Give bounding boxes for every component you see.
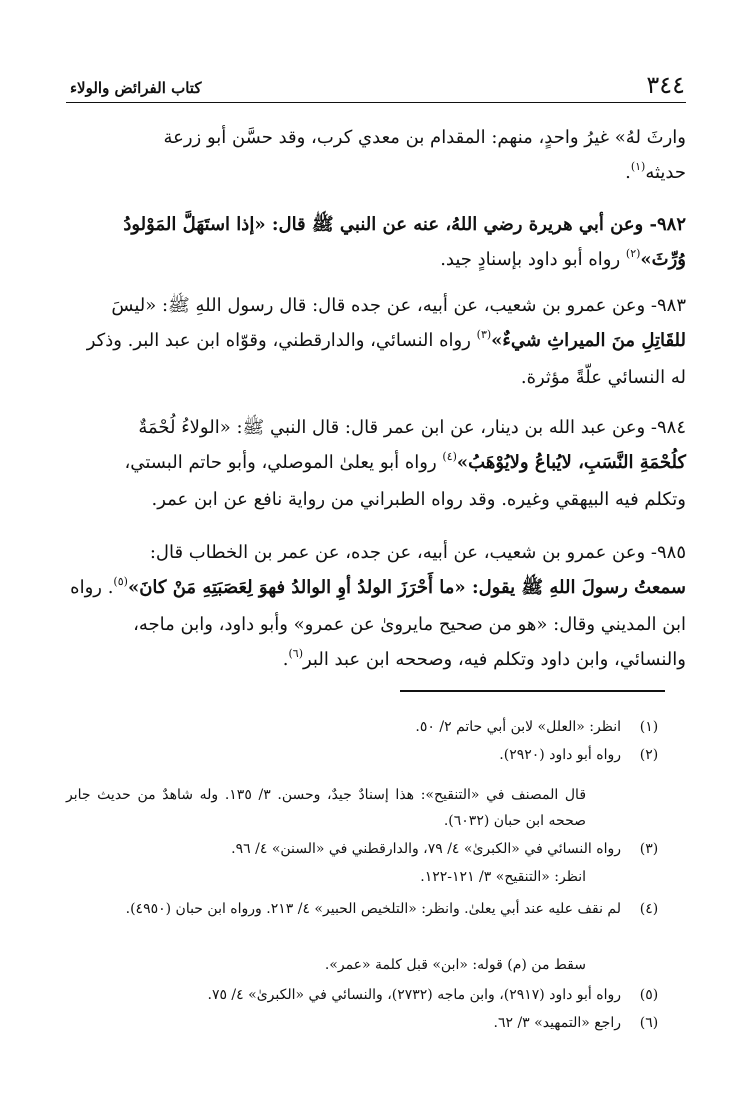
footnote-4-note xyxy=(66,952,666,978)
text-line: ٩٨٤- وعن عبد الله بن دينار، عن ابن عمر قال: قال النبي ﷺ: «الولاءُ لُحْمَةٌ xyxy=(138,417,686,438)
text-line-tail: . xyxy=(282,649,289,670)
footnote-ref[interactable]: (٢) xyxy=(625,247,641,260)
footnote-number: (٤) xyxy=(639,901,659,917)
footnote-text: رواه أبو داود (٢٩٢٠). xyxy=(499,747,621,763)
footnote-3-note xyxy=(66,864,666,890)
footnote-2 xyxy=(66,742,666,768)
text-line xyxy=(66,242,686,279)
hadith-985 xyxy=(66,535,686,679)
hadith-984 xyxy=(66,410,686,517)
text-line-main: وُرِّثَ» xyxy=(640,249,686,270)
footnote-1 xyxy=(66,714,666,740)
footnote-text: رواه النسائي في «الكبرىٰ» ٤/ ٧٩، والدارقطني في «السنن» ٤/ ٩٦. xyxy=(231,841,621,857)
book-title: كتاب الفرائض والولاء xyxy=(70,79,202,97)
footnote-5 xyxy=(66,982,666,1008)
text-line-main: حديثه xyxy=(645,162,686,183)
text-line-tail: رواه أبو يعلىٰ الموصلي، وأبو حاتم البستي، xyxy=(124,452,443,473)
footnote-text: لم نقف عليه عند أبي يعلىٰ. وانظر: «التلخيص الحبير» ٤/ ٢١٣. ورواه ابن حبان (٤٩٥٠). xyxy=(125,901,621,917)
footnote-ref[interactable]: (٣) xyxy=(476,328,492,341)
text-line-main: والنسائي، وابن داود وتكلم فيه، وصححه ابن عبد البر xyxy=(302,649,686,670)
footnote-number: (٥) xyxy=(639,987,659,1003)
footnote-ref[interactable]: (١) xyxy=(630,160,646,173)
text-line: ٩٨٢- وعن أبي هريرة رضي اللهُ، عنه عن النبي ﷺ قال: «إذا استَهَلَّ المَوْلودُ xyxy=(123,214,686,235)
footnote-number: (٦) xyxy=(639,1015,659,1031)
text-line xyxy=(66,445,686,482)
text-line-tail: رواه أبو داود بإسنادٍ جيد. xyxy=(440,249,626,270)
footnote-separator xyxy=(400,690,665,692)
text-line-main: سمعتُ رسولَ اللهِ ﷺ يقول: «ما أَحْرَزَ الولدُ أوِ الوالدُ فهوَ لِعَصَبَتِهِ مَنْ كانَ» xyxy=(127,577,686,598)
text-line: وارثَ لهُ» غيرُ واحدٍ، منهم: المقدام بن معدي كرب، وقد حسَّن أبو زرعة xyxy=(163,127,686,148)
text-line-tail: رواه النسائي، والدارقطني، وقوّاه ابن عبد البر. وذكر xyxy=(86,330,477,351)
footnote-text: راجع «التمهيد» ٣/ ٦٢. xyxy=(493,1015,621,1031)
footnote-text: سقط من (م) قوله: «ابن» قبل كلمة «عمر». xyxy=(324,957,586,973)
text-line xyxy=(66,570,686,607)
page-number: ٣٤٤ xyxy=(646,71,685,99)
text-line: له النسائي علّةً مؤثرة. xyxy=(520,367,686,388)
footnote-ref[interactable]: (٥) xyxy=(113,575,128,588)
text-line: وتكلم فيه البيهقي وغيره. وقد رواه الطبراني من رواية نافع عن ابن عمر. xyxy=(151,489,686,510)
header-rule xyxy=(66,102,686,103)
footnote-6 xyxy=(66,1010,666,1036)
text-line xyxy=(66,642,686,679)
footnote-number: (٢) xyxy=(639,747,659,763)
footnote-ref[interactable]: (٦) xyxy=(288,647,303,660)
footnote-number: (٣) xyxy=(639,841,659,857)
hadith-983 xyxy=(66,288,686,395)
text-line-tail: . xyxy=(625,162,631,183)
text-line-main: كلُحْمَةِ النَّسَبِ، لايُباعُ ولايُوْهَبُ» xyxy=(456,452,686,473)
text-line: ٩٨٥- وعن عمرو بن شعيب، عن أبيه، عن جده، عن عمر بن الخطاب قال: xyxy=(149,542,686,563)
text-line xyxy=(66,155,686,192)
footnote-text: انظر: «العلل» لابن أبي حاتم ٢/ ٥٠. xyxy=(415,719,621,735)
footnote-4 xyxy=(66,896,666,922)
text-line: ٩٨٣- وعن عمرو بن شعيب، عن أبيه، عن جده قال: قال رسول اللهِ ﷺ: «ليسَ xyxy=(111,295,686,316)
footnote-2-note xyxy=(66,782,666,834)
footnote-ref[interactable]: (٤) xyxy=(442,450,457,463)
paragraph-continuation xyxy=(66,120,686,192)
hadith-982 xyxy=(66,207,686,279)
text-line: ابن المديني وقال: «هو من صحيح مايروىٰ عن عمرو» وأبو داود، وابن ماجه، xyxy=(133,614,686,635)
footnote-text: رواه أبو داود (٢٩١٧)، وابن ماجه (٢٧٣٢)، والنسائي في «الكبرىٰ» ٤/ ٧٥. xyxy=(207,987,621,1003)
text-line-tail: . رواه xyxy=(70,577,114,598)
footnote-number: (١) xyxy=(639,719,659,735)
text-line xyxy=(66,323,686,360)
footnote-3 xyxy=(66,836,666,862)
footnote-text: قال المصنف في «التنقيح»: هذا إسنادٌ جيدٌ، وحسن. ٣/ ١٣٥. وله شاهدٌ من حديث جابر صححه ابن حبان (٦٠٣٢). xyxy=(66,787,587,829)
footnote-text: انظر: «التنقيح» ٣/ ١٢١-١٢٢. xyxy=(420,869,586,885)
text-line-main: للقَاتِلِ منَ الميراثِ شيءٌ» xyxy=(491,330,686,351)
